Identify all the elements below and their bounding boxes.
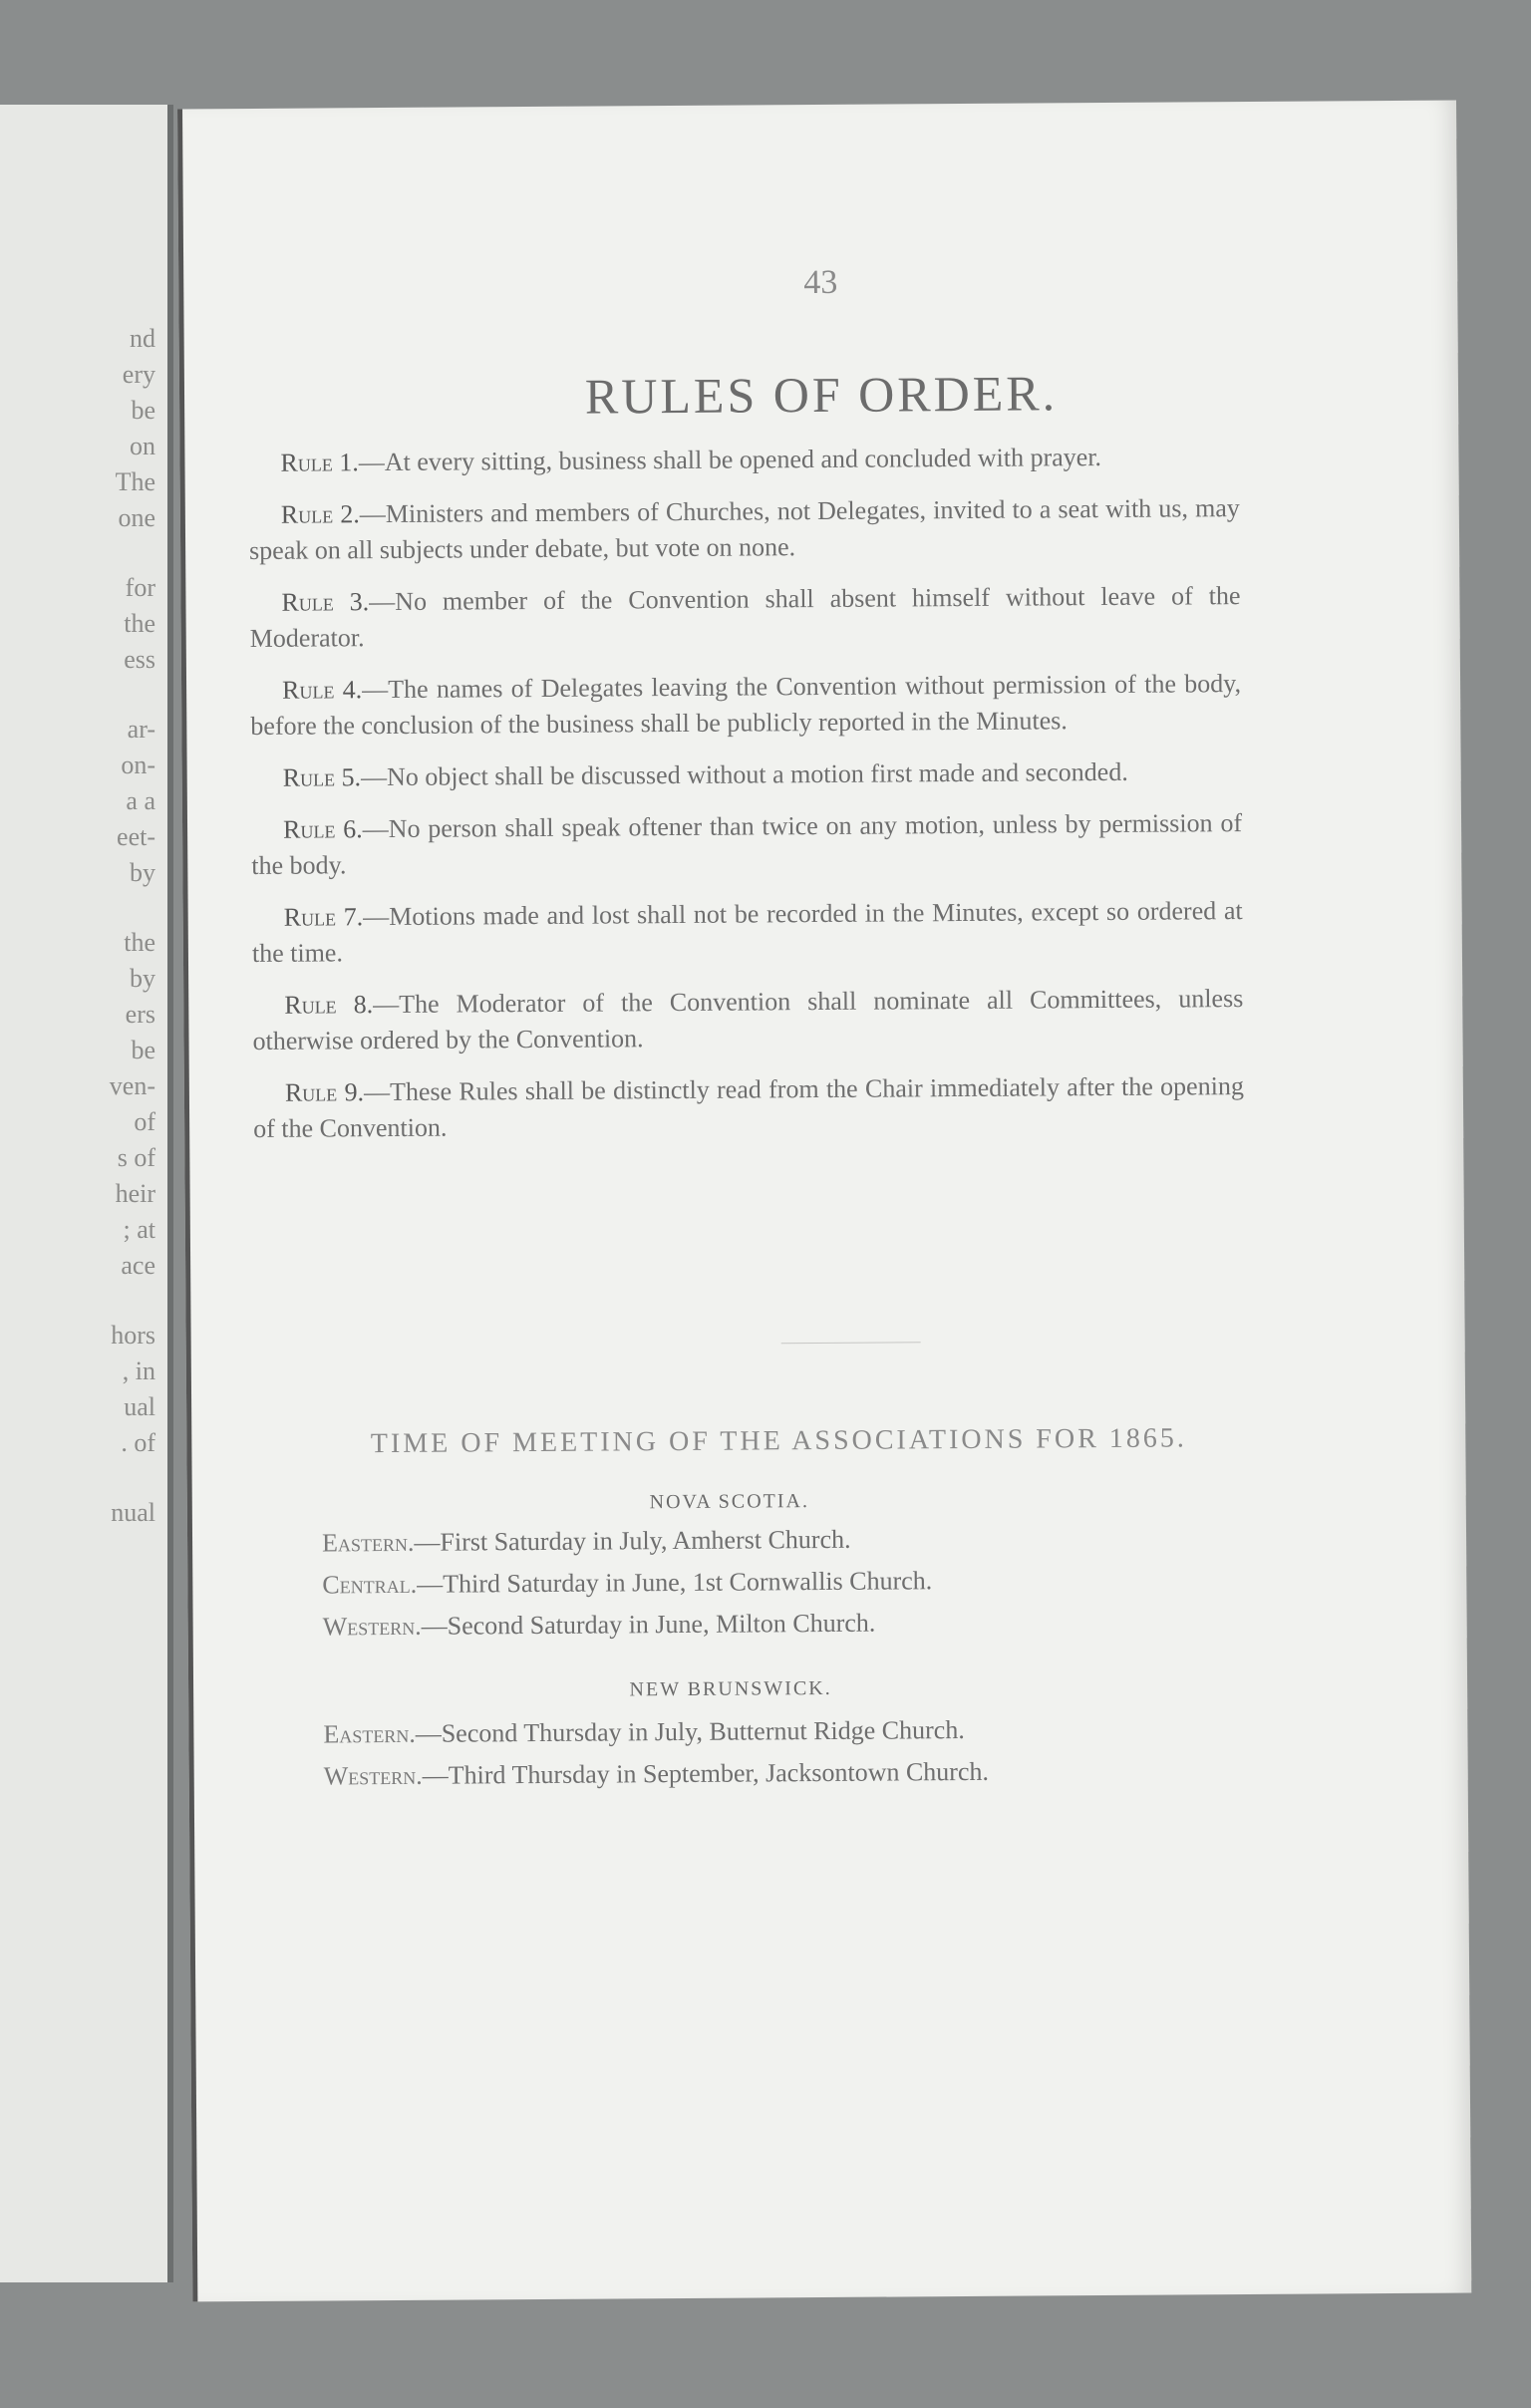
facing-page-fragment: , in [122,1356,155,1385]
new-brunswick-heading: NEW BRUNSWICK. [629,1676,832,1701]
page-title: RULES OF ORDER. [584,365,1059,425]
facing-page-fragment: heir [115,1179,155,1208]
facing-page-fragment: nual [111,1498,155,1527]
rule-text: —No object shall be discussed without a motion first made and seconded. [360,756,1128,792]
rule-7 [252,893,1243,972]
facing-page-fragment: ; at [123,1215,155,1244]
facing-page-fragment: ual [124,1392,155,1421]
facing-page-fragment: hors [111,1321,155,1350]
facing-page-fragment: eet- [117,822,155,851]
rule-9 [253,1068,1244,1147]
facing-page [0,105,173,2282]
rule-8 [252,981,1243,1059]
rule-text: —The Moderator of the Convention shall nominate all Committees, unless otherwise ordered by the Convention. [252,984,1244,1055]
association-details: —Third Thursday in September, Jacksontown Church. [422,1756,990,1790]
rule-2 [249,490,1240,569]
rule-1 [248,439,1239,481]
facing-page-fragment: a a [126,786,155,815]
rule-text: —Ministers and members of Churches, not Delegates, invited to a seat with us, may speak on all subjects under debate, but vote on none. [249,493,1240,565]
association-entry [323,1601,1278,1648]
association-name: Eastern. [321,1527,415,1558]
rule-label: Rule 4. [281,675,363,705]
meetings-title: TIME OF MEETING OF THE ASSOCIATIONS FOR 1865. [370,1422,1187,1460]
facing-page-fragment: the [124,928,155,957]
rule-text: —No person shall speak oftener than twice on any motion, unless by permission of the body. [251,808,1243,880]
association-name: Western. [323,1760,423,1791]
facing-page-fragment: The [115,467,155,496]
rule-5 [251,753,1242,796]
rule-text: —These Rules shall be distinctly read from the Chair immediately after the opening of the Convention. [253,1071,1244,1143]
facing-page-fragment: ery [122,360,155,389]
facing-page-fragment: one [118,503,155,532]
association-entry [324,1750,1279,1797]
facing-page-fragment: s of [117,1143,155,1172]
rule-label: Rule 6. [282,814,363,844]
facing-page-fragment: ers [125,1000,155,1029]
facing-page-fragment: nd [130,324,155,353]
facing-page-fragment: be [131,1036,155,1064]
rule-label: Rule 3. [281,587,370,617]
facing-page-fragment: by [130,964,155,993]
facing-page-fragment: ace [121,1251,155,1280]
facing-page-fragment: of [134,1107,155,1136]
facing-page-fragment: ar- [127,715,155,744]
facing-page-fragment: be [131,396,155,425]
rule-label: Rule 1. [280,448,359,477]
rule-label: Rule 2. [280,499,360,529]
rule-text: —The names of Delegates leaving the Convention without permission of the body, before the conclusion of the business shall be publicly reported in the Minutes. [250,669,1242,741]
association-entry [322,1517,1277,1564]
association-name: Western. [322,1611,422,1642]
association-details: —Second Thursday in July, Butternut Ridge Church. [415,1715,965,1748]
facing-page-fragment: the [124,609,155,638]
association-details: —Third Saturday in June, 1st Cornwallis Church. [417,1566,933,1599]
rule-6 [251,805,1242,884]
facing-page-fragment: on [130,432,155,460]
document-page [177,101,1471,2302]
facing-page-fragment: ven- [109,1071,155,1100]
association-entry [322,1559,1277,1606]
rule-text: —At every sitting, business shall be opened and concluded with prayer. [358,443,1102,477]
rule-label: Rule 7. [283,902,364,932]
facing-page-fragment: by [130,858,155,887]
association-name: Central. [322,1569,418,1600]
rule-label: Rule 8. [284,990,374,1020]
facing-page-fragment: . of [121,1428,155,1457]
rule-4 [250,666,1241,745]
facing-page-fragment: on- [121,751,155,779]
rule-label: Rule 5. [282,762,362,792]
association-details: —Second Saturday in June, Milton Church. [421,1608,876,1641]
section-divider [781,1342,921,1344]
rule-text: —Motions made and lost shall not be recorded in the Minutes, except so ordered at the time. [251,896,1243,968]
rule-text: —No member of the Convention shall absent himself without leave of the Moderator. [249,581,1241,653]
facing-page-fragment: for [125,573,155,602]
rule-label: Rule 9. [284,1077,365,1107]
page-number: 43 [803,263,838,302]
association-details: —First Saturday in July, Amherst Church. [414,1524,851,1557]
association-name: Eastern. [323,1718,416,1749]
rules-list [248,439,1244,1163]
facing-page-fragment: ess [124,645,155,674]
rule-3 [249,578,1240,657]
association-entry [323,1708,1278,1755]
nova-scotia-heading: NOVA SCOTIA. [649,1490,810,1514]
